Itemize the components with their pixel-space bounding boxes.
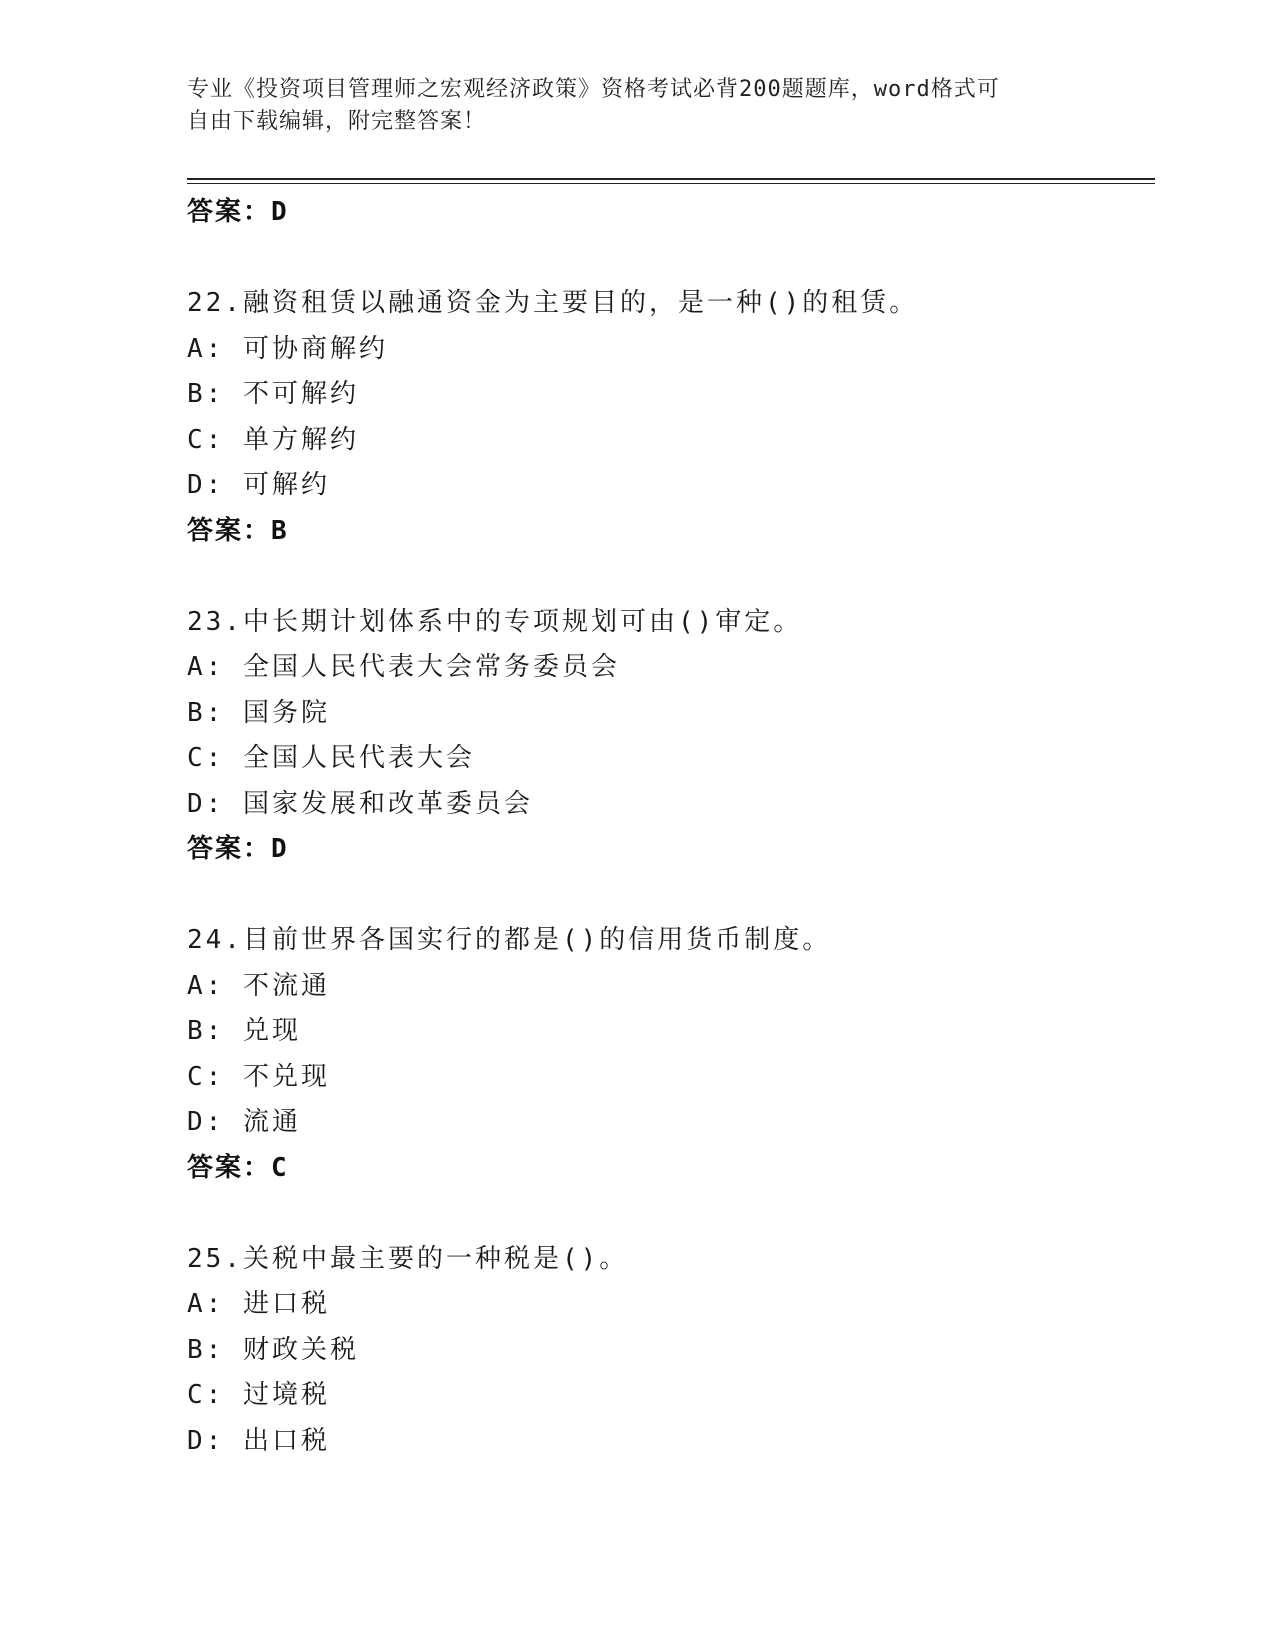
- question-stem: 24.目前世界各国实行的都是()的信用货币制度。: [187, 925, 832, 955]
- option-d: D: 国家发展和改革委员会: [187, 788, 533, 819]
- header-divider: [187, 178, 1155, 180]
- option-a: A: 不流通: [187, 970, 330, 1001]
- answer-21: 答案：D: [187, 197, 289, 227]
- answer: 答案：B: [187, 515, 289, 546]
- question-stem: 23.中长期计划体系中的专项规划可由()审定。: [187, 606, 803, 637]
- spacer: [187, 554, 1155, 600]
- answer: 答案：C: [187, 1152, 289, 1183]
- question-23: [187, 600, 1155, 873]
- option-d: D: 流通: [187, 1107, 301, 1137]
- spacer: [187, 873, 1155, 919]
- option-a: A: 全国人民代表大会常务委员会: [187, 652, 620, 682]
- option-b: B: 兑现: [187, 1016, 301, 1046]
- header-line-2: 自由下载编辑，附完整答案！: [187, 109, 487, 134]
- spacer: [187, 1191, 1155, 1237]
- spacer: [187, 236, 1155, 282]
- option-d: D: 可解约: [187, 470, 330, 500]
- document-body: [187, 190, 1155, 1464]
- option-c: C: 过境税: [187, 1380, 330, 1410]
- option-a: A: 进口税: [187, 1289, 330, 1319]
- question-22: [187, 281, 1155, 554]
- option-a: A: 可协商解约: [187, 333, 388, 364]
- answer: 答案：D: [187, 834, 289, 864]
- question-25: [187, 1237, 1155, 1465]
- option-b: B: 财政关税: [187, 1334, 359, 1365]
- option-d: D: 出口税: [187, 1425, 330, 1456]
- option-b: B: 不可解约: [187, 379, 359, 409]
- question-24: [187, 918, 1155, 1191]
- question-stem: 22.融资租赁以融通资金为主要目的，是一种()的租赁。: [187, 288, 919, 318]
- option-b: B: 国务院: [187, 697, 330, 728]
- question-stem: 25.关税中最主要的一种税是()。: [187, 1243, 629, 1274]
- page-header: [187, 74, 1067, 138]
- option-c: C: 不兑现: [187, 1061, 330, 1092]
- header-line-1: 专业《投资项目管理师之宏观经济政策》资格考试必背200题题库，word格式可: [187, 77, 1000, 102]
- header-divider-thin: [187, 183, 1155, 184]
- option-c: C: 全国人民代表大会: [187, 743, 475, 773]
- option-c: C: 单方解约: [187, 424, 359, 455]
